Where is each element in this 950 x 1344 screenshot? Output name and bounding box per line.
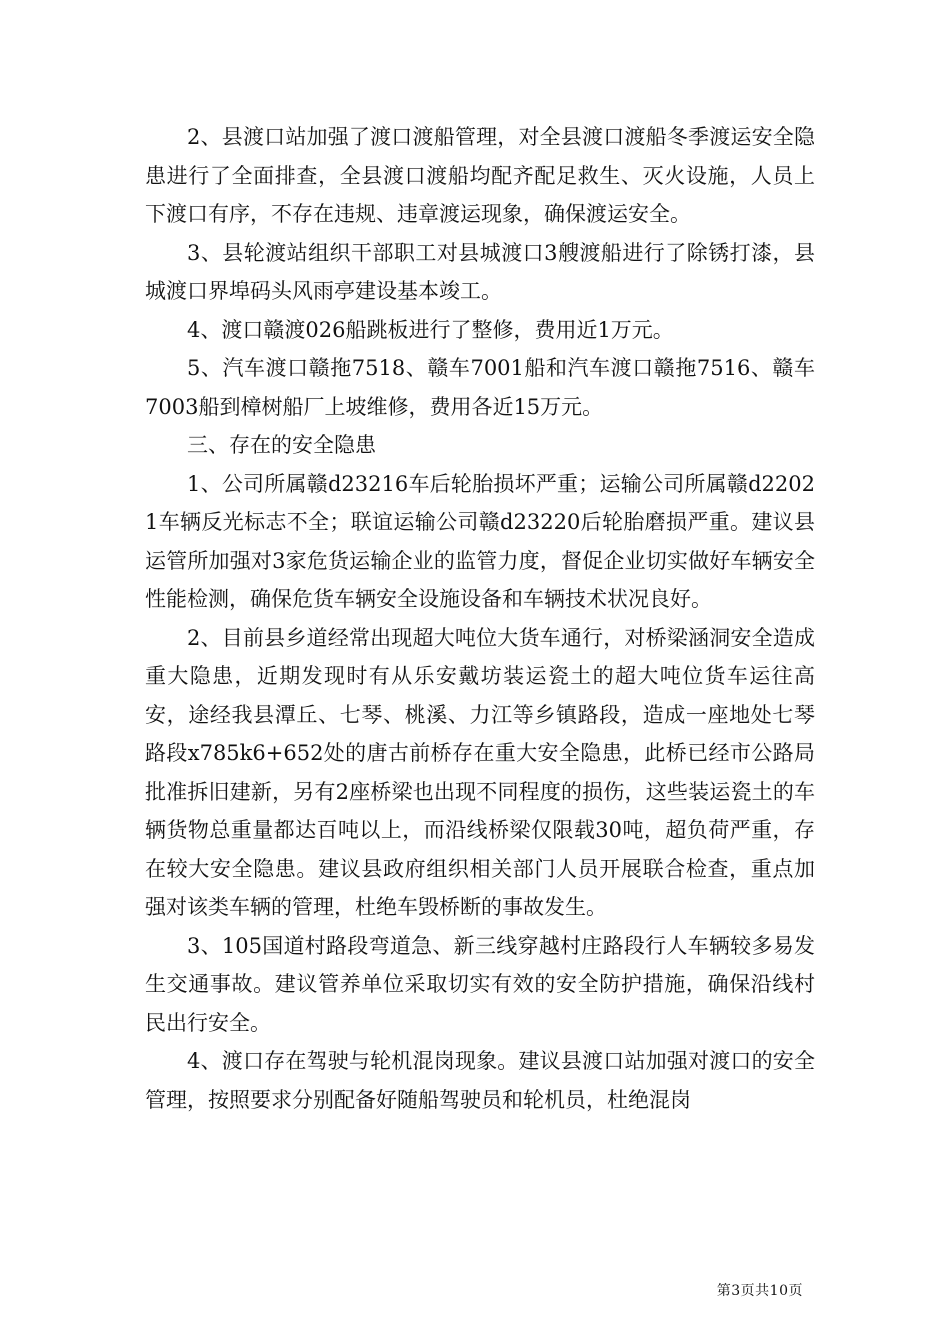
paragraph-ferry-management: 2、县渡口站加强了渡口渡船管理，对全县渡口渡船冬季渡运安全隐患进行了全面排查，全县渡口渡船均配齐配足救生、灭火设施，人员上下渡口有序，不存在违规、违章渡运现象，确保渡运安全。 [145,125,815,226]
paragraph-road-hazards: 3、105国道村路段弯道急、新三线穿越村庄路段行人车辆较多易发生交通事故。建议管养单位采取切实有效的安全防护措施，确保沿线村民出行安全。 [145,933,815,1035]
paragraph-ferry-rust-removal: 3、县轮渡站组织干部职工对县城渡口3艘渡船进行了除锈打漆，县城渡口界埠码头风雨亭建设基本竣工。 [145,240,815,303]
paragraph-gangplank-repair: 4、渡口赣渡026船跳板进行了整修，费用近1万元。 [187,317,674,342]
page-number: 第3页共10页 [716,1283,803,1299]
paragraph-vehicle-hazards: 1、公司所属赣d23216车后轮胎损坏严重；运输公司所属赣d22021车辆反光标志不全；联谊运输公司赣d23220后轮胎磨损严重。建议县运管所加强对3家危货运输企业的监管力度，督促企业切实做好车辆安全性能检测，确保危货车辆安全设施设备和车辆技术状况良好。 [145,471,815,611]
document-body [145,118,815,1119]
section-heading-hazards: 三、存在的安全隐患 [187,433,376,457]
paragraph-crew-hazards: 4、渡口存在驾驶与轮机混岗现象。建议县渡口站加强对渡口的安全管理，按照要求分别配备好随船驾驶员和轮机员，杜绝混岗 [145,1049,815,1112]
paragraph-bridge-hazards: 2、目前县乡道经常出现超大吨位大货车通行，对桥梁涵洞安全造成重大隐患，近期发现时有从乐安戴坊装运瓷土的超大吨位货车运往高安，途经我县潭丘、七琴、桃溪、力江等乡镇路段，造成一座地处七琴路段x785k6+652处的唐古前桥存在重大安全隐患，此桥已经市公路局批准拆旧建新，另有2座桥梁也出现不同程度的损伤，这些装运瓷土的车辆货物总重量都达百吨以上，而沿线桥梁仅限载30吨，超负荷严重，存在较大安全隐患。建议县政府组织相关部门人员开展联合检查，重点加强对该类车辆的管理，杜绝车毁桥断的事故发生。 [145,625,815,919]
paragraph-ship-maintenance: 5、汽车渡口赣拖7518、赣车7001船和汽车渡口赣拖7516、赣车7003船到樟树船厂上坡维修，费用各近15万元。 [145,356,815,419]
